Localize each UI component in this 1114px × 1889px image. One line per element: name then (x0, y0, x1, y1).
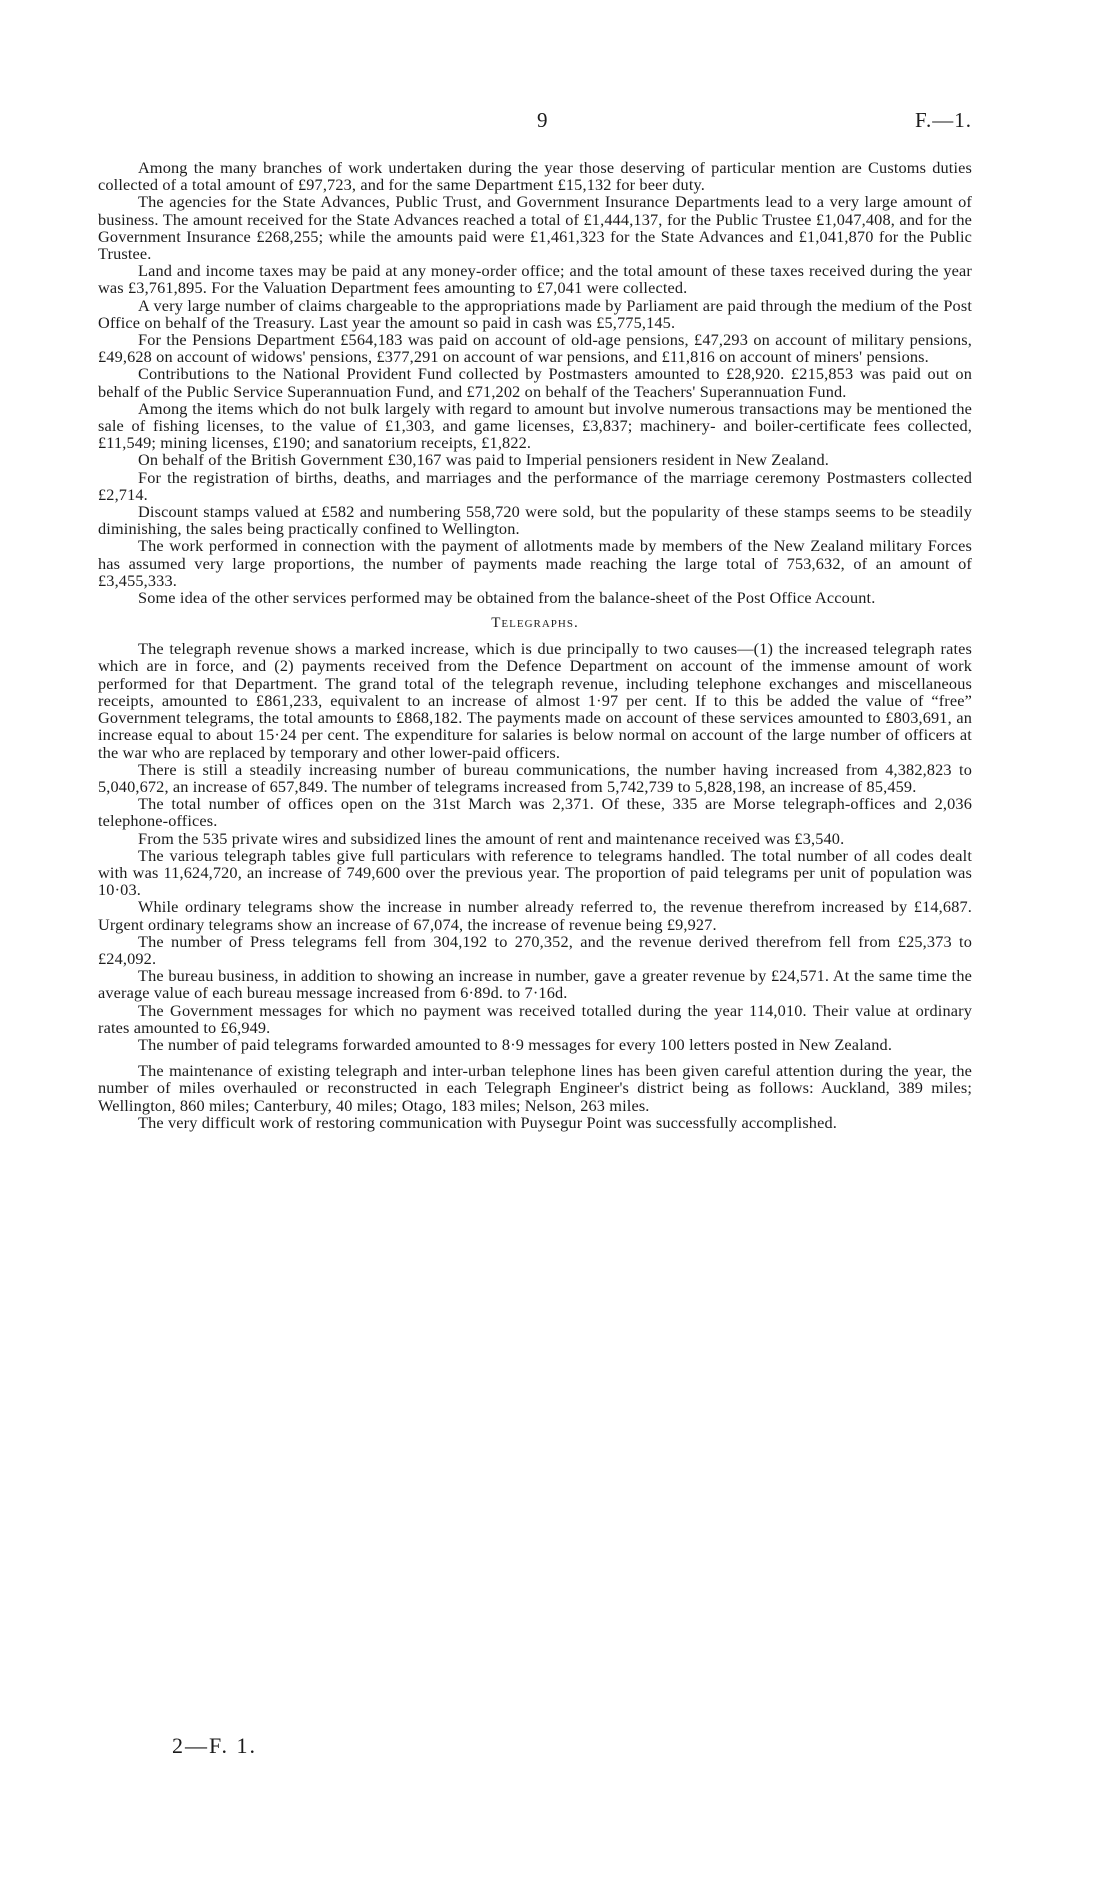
signature-mark: 2—F. 1. (172, 1733, 257, 1758)
paragraph-registration: For the registration of births, deaths, and marriages and the performance of the marriage ceremony Postmasters collected £2,714. (98, 467, 972, 504)
paragraph-private-wires: From the 535 private wires and subsidized lines the amount of rent and maintenance received was £3,540. (138, 828, 845, 848)
paragraph-bureau-communications: There is still a steadily increasing number of bureau communications, the number having increased from 4,382,823 to 5,040,672, an increase of 657,849. The number of telegrams increased from 5,742,739 to 5,828,198, an increase of 85,459. (98, 759, 972, 796)
paragraph-claims: A very large number of claims chargeable to the appropriations made by Parliament are paid through the medium of the Post Office on behalf of the Treasury. Last year the amount so paid in cash was £5,775,145. (98, 295, 972, 332)
paragraph-provident-fund: Contributions to the National Provident Fund collected by Postmasters amounted to £28,920. £215,853 was paid out on behalf of the Public Service Superannuation Fund, and £71,202 on behalf of the Teachers' Superannuation Fund. (98, 364, 972, 401)
paragraph-government-messages: The Government messages for which no payment was received totalled during the year 114,010. Their value at ordinary rates amounted to £6,949. (98, 1000, 972, 1037)
body-text (98, 159, 972, 1131)
paragraph-agencies: The agencies for the State Advances, Public Trust, and Government Insurance Departments lead to a very large amount of business. The amount received for the State Advances reached a total of £1,444,137, for the Public Trustee £1,047,408, and for the Government Insurance £268,255; while the amounts paid were £1,461,323 for the State Advances and £1,041,870 for the Public Trustee. (98, 192, 972, 264)
paragraph-pensions: For the Pensions Department £564,183 was paid on account of old-age pensions, £47,293 on account of military pensions, £49,628 on account of widows' pensions, £377,291 on account of war pensions, and £11,816 on account of miners' pensions. (98, 330, 972, 367)
paragraph-bureau-business: The bureau business, in addition to showing an increase in number, gave a greater revenue by £24,571. At the same time the average value of each bureau message increased from 6·89d. to 7·16d. (98, 966, 972, 1003)
paragraph-ordinary-telegrams: While ordinary telegrams show the increase in number already referred to, the revenue therefrom increased by £14,687. Urgent ordinary telegrams show an increase of 67,074, the increase of revenue being £9,927. (98, 897, 972, 934)
paragraph-licenses: Among the items which do not bulk largely with regard to amount but involve numerous transactions may be mentioned the sale of fishing licenses, to the value of £1,303, and game licenses, £3,837; machinery- and boiler-certificate fees collected, £11,549; mining licenses, £190; and sanatorium receipts, £1,822. (98, 398, 972, 453)
paragraph-balance-sheet: Some idea of the other services performed may be obtained from the balance-sheet of the Post Office Account. (138, 588, 876, 608)
paragraph-line-maintenance: The maintenance of existing telegraph and inter-urban telephone lines has been given careful attention during the year, the number of miles overhauled or reconstructed in each Telegraph Engineer's district being as follows: Auckland, 389 miles; Wellington, 860 miles; Canterbury, 40 miles; Otago, 183 miles; Nelson, 263 miles. (98, 1061, 972, 1115)
paragraph-discount-stamps: Discount stamps valued at £582 and numbering 558,720 were sold, but the popularity of these stamps seems to be steadily diminishing, the sales being practically confined to Wellington. (98, 502, 972, 539)
paragraph-puysegur-point: The very difficult work of restoring communication with Puysegur Point was successfully accomplished. (138, 1112, 837, 1132)
paragraph-taxes: Land and income taxes may be paid at any money-order office; and the total amount of these taxes received during the year was £3,761,895. For the Valuation Department fees amounting to £7,041 were collected. (98, 261, 972, 298)
paragraph-telegraph-tables: The various telegraph tables give full particulars with reference to telegrams handled. The total number of all codes dealt with was 11,624,720, an increase of 749,600 over the previous year. The proportion of paid telegrams per unit of population was 10·03. (98, 845, 972, 900)
paragraph-british-government: On behalf of the British Government £30,167 was paid to Imperial pensioners resident in New Zealand. (138, 450, 829, 470)
paragraph-telegraph-revenue: The telegraph revenue shows a marked increase, which is due principally to two causes—(1) the increased telegraph rates which are in force, and (2) payments received from the Defence Department on account of the immense amount of work performed for that Department. The grand total of the telegraph revenue, including telephone exchanges and miscellaneous receipts, amounted to £861,233, equivalent to an increase of almost 1·97 per cent. If to this be added the value of “free” Government telegrams, the total amounts to £868,182. The payments made on account of these services amounted to £803,691, an increase equal to about 15·24 per cent. The expenditure for salaries is below normal on account of the large number of officers at the war who are replaced by temporary and other lower-paid officers. (98, 639, 972, 762)
page-reference: F.—1. (915, 108, 972, 132)
paragraph-customs: Among the many branches of work undertaken during the year those deserving of particular mention are Customs duties collected of a total amount of £97,723, and for the same Department £15,132 for beer duty. (98, 158, 972, 195)
section-heading-telegraphs: Telegraphs. (491, 615, 579, 632)
paragraph-press-telegrams: The number of Press telegrams fell from 304,192 to 270,352, and the revenue derived therefrom fell from £25,373 to £24,092. (98, 931, 972, 968)
page-number: 9 (537, 108, 549, 132)
paragraph-paid-telegrams: The number of paid telegrams forwarded amounted to 8·9 messages for every 100 letters posted in New Zealand. (138, 1034, 893, 1054)
paragraph-allotments: The work performed in connection with the payment of allotments made by members of the New Zealand military Forces has assumed very large proportions, the number of payments made reaching the large total of 753,632, of an amount of £3,455,333. (98, 536, 972, 590)
paragraph-offices-open: The total number of offices open on the 31st March was 2,371. Of these, 335 are Morse telegraph-offices and 2,036 telephone-offices. (98, 794, 972, 831)
